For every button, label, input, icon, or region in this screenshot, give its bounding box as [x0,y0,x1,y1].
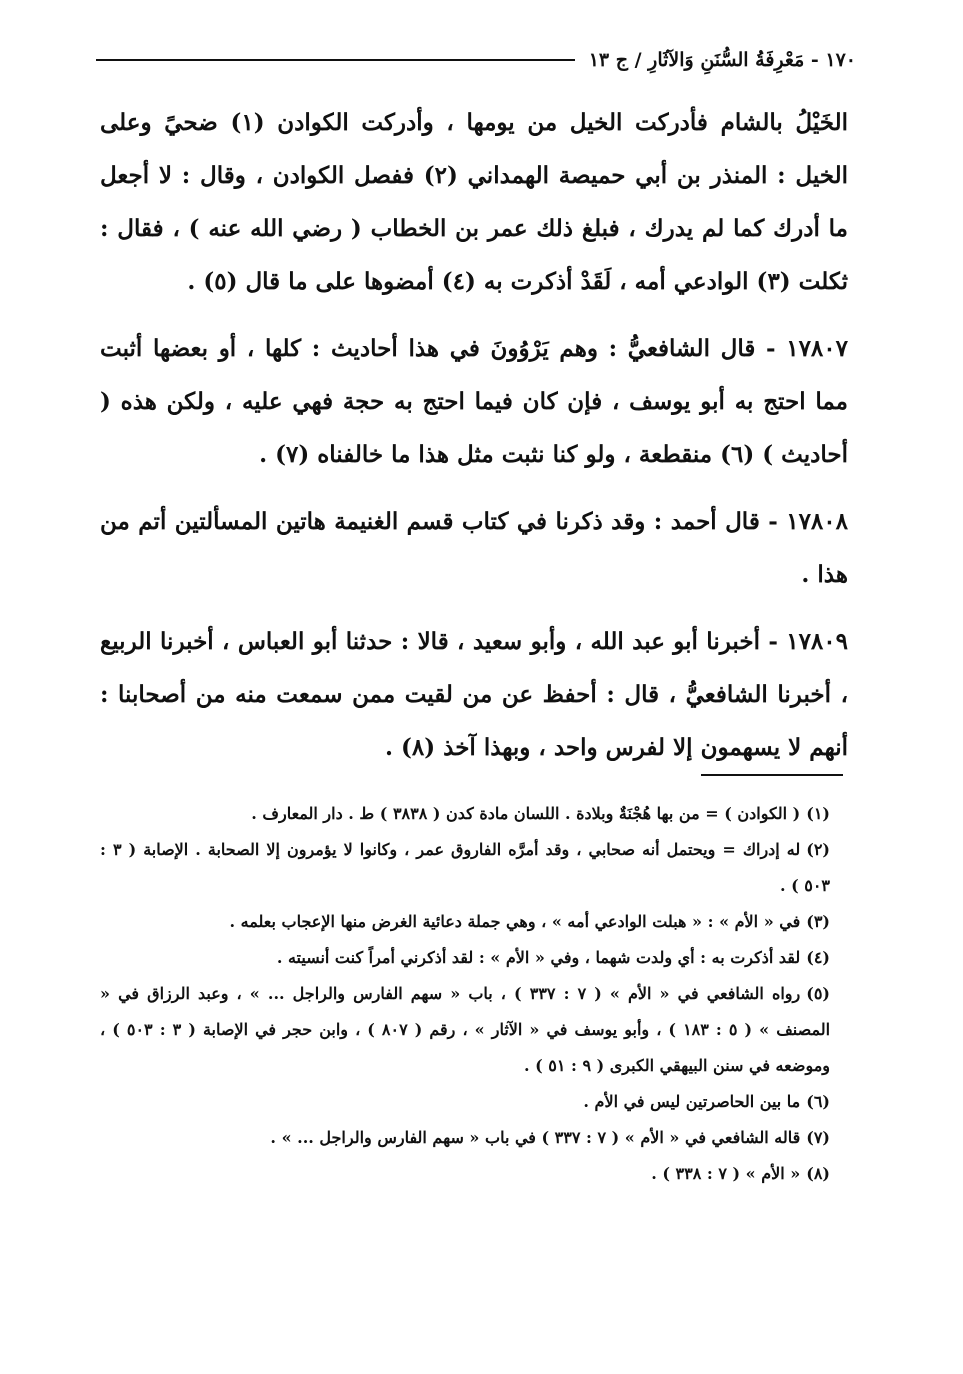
footnote [100,1084,848,1120]
footnote-number: (٢) [806,840,830,859]
paragraph-text: ١٧٨٠٩ - أخبرنا أبو عبد الله ، وأبو سعيد ، قالا : حدثنا أبو العباس ، أخبرنا الربيع ، أخبرنا الشافعيُّ ، قال : أحفظ عن من لقيت ممن سمعت منه من أصحابنا : أنهم لا يسهمون إلا لفرس واحد ، وبهذا آخذ (٨) . [100,628,848,761]
footnote [100,1120,848,1156]
footnote-number: (٥) [806,984,830,1003]
main-text [100,96,848,788]
footnote [100,796,848,832]
footnote-number: (٧) [806,1128,830,1147]
footnote-text: « الأم » ( ٧ : ٣٣٨ ) . [651,1164,801,1183]
footnote-number: (١) [806,804,830,823]
footnote [100,976,848,1084]
footnote [100,832,848,904]
footnote [100,904,848,940]
footnote [100,1156,848,1192]
footnote-text: ما بين الحاصرتين ليس في الأم . [583,1092,801,1111]
footnote-text: رواه الشافعي في « الأم » ( ٧ : ٣٣٧ ) ، باب « سهم الفارس والراجل ... » ، وعبد الرزاق في « المصنف » ( ٥ : ١٨٣ ) ، وأبو يوسف في « الآثار » ، رقم ( ٨٠٧ ) ، وابن حجر في الإصابة ( ٣ : ٥٠٣ ) ، وموضعه في سنن البيهقي الكبرى ( ٩ : ٥١ ) . [100,984,831,1075]
footnote-text: لقد أذكرت به : أي ولدت شهما ، وفي « الأم » : لقد أذكرني أمراً كنت أنسيته . [276,948,801,967]
footnote-number: (٦) [806,1092,830,1111]
footnote-number: (٨) [806,1164,830,1183]
header-rule [96,59,575,61]
paragraph-text: ١٧٨٠٧ - قال الشافعيُّ : وهم يَرْوُونَ في هذا أحاديث : كلها ، أو بعضها أثبت مما احتج به أبو يوسف ، فإن كان فيما احتج به حجة فهي عليه ، ولكن هذه ( أحاديث ) (٦) منقطعة ، ولو كنا نثبت مثل هذا ما خالفناه (٧) . [100,335,848,468]
footnote-text: قاله الشافعي في « الأم » ( ٧ : ٣٣٧ ) في باب « سهم الفارس والراجل ... » . [270,1128,801,1147]
footnote-text: ( الكوادن ) = من بها هُجْنَةٌ وبلادة . اللسان مادة كدن ( ٣٨٣٨ ) ط . دار المعارف . [251,804,801,823]
paragraph [100,322,848,481]
footnote [100,940,848,976]
paragraph-text: ١٧٨٠٨ - قال أحمد : وقد ذكرنا في كتاب قسم الغنيمة هاتين المسألتين أتم من هذا . [100,508,848,588]
footnotes [100,796,848,1192]
page-header [96,40,856,80]
running-title: ١٧٠ - مَعْرِفَةُ السُّنَنِ وَالآثَارِ / ج ١٣ [588,49,856,71]
paragraph [100,615,848,774]
footnote-text: في « الأم » : « هبلت الوادعي أمه » ، وهي جملة دعائية الغرض منها الإعجاب بعلمه . [229,912,801,931]
footnote-text: له إدراك = ويحتمل أنه صحابي ، وقد أمرَّه الفاروق عمر ، وكانوا لا يؤمرون إلا الصحابة . الإصابة ( ٣ : ٥٠٣ ) . [100,840,830,895]
footnote-number: (٣) [806,912,830,931]
paragraph-text: الخَيْلُ بالشام فأدركت الخيل من يومها ، وأدركت الكوادن (١) ضحيً وعلى الخيل : المنذر بن أبي حميصة الهمداني (٢) ففصل الكوادن ، وقال : لا أجعل ما أدرك كما لم يدرك ، فبلغ ذلك عمر بن الخطاب ( رضي الله عنه ) ، فقال : ثكلت (٣) الوادعي أمه ، لَقَدْ أذكرت به (٤) أمضوها على ما قال (٥) . [100,109,849,295]
paragraph [100,495,848,601]
footnote-number: (٤) [806,948,830,967]
paragraph [100,96,848,308]
footnote-separator [701,774,843,776]
